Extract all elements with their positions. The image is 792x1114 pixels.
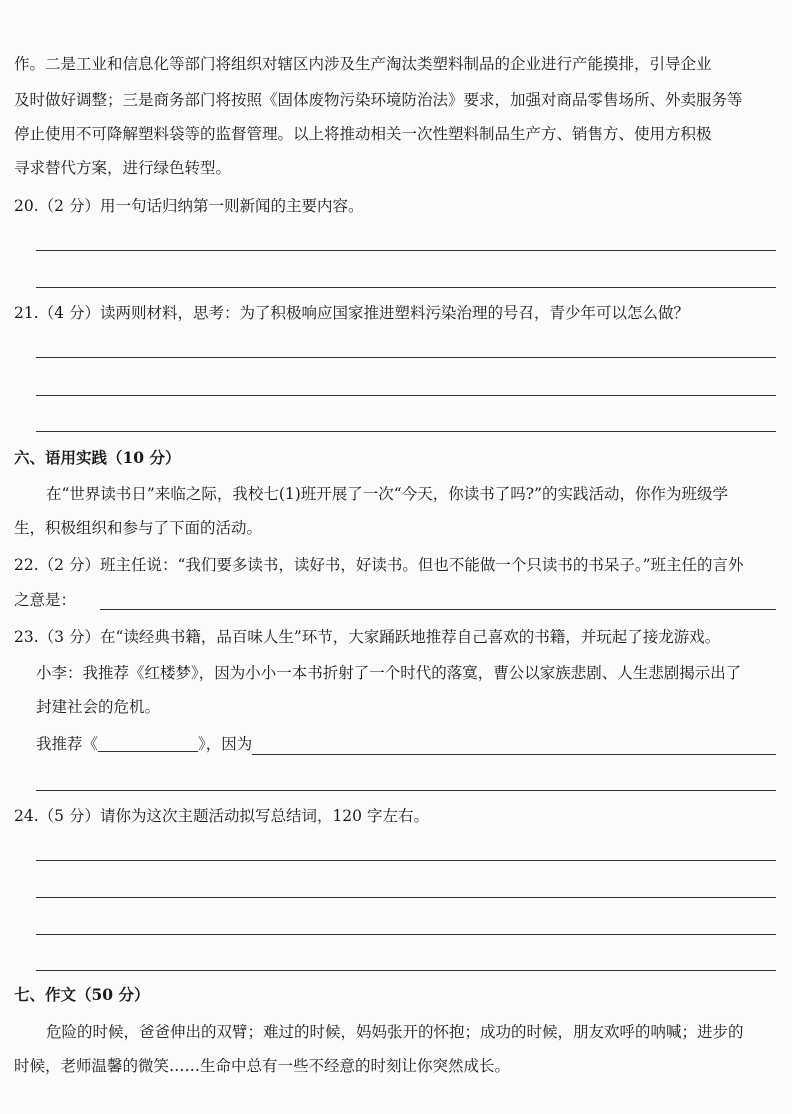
essay-prompt: 危险的时候，爸爸伸出的双臂；难过的时候，妈妈张开的怀抱；成功的时候，朋友欢呼的呐喊；进步的 (46, 1023, 744, 1041)
question-21: 21.（4 分）读两则材料，思考：为了积极响应国家推进塑料污染治理的号召，青少年可以怎么做？ (14, 304, 689, 322)
answer-line-23-1[interactable] (252, 754, 776, 755)
passage-line: 停止使用不可降解塑料袋等的监督管理。以上将推动相关一次性塑料制品生产方、销售方、使用方积极 (14, 125, 712, 143)
answer-line-22[interactable] (100, 609, 776, 610)
answer-line-24-2[interactable] (36, 897, 776, 898)
question-22-prompt: 之意是： (14, 591, 77, 609)
question-23-example: 小李：我推荐《红楼梦》，因为小小一本书折射了一个时代的落寞，曹公以家族悲剧、人生悲剧揭示出了 (36, 664, 742, 682)
question-23-example: 封建社会的危机。 (36, 698, 161, 716)
section-6-intro: 在“世界读书日”来临之际，我校七(1)班开展了一次“今天，你读书了吗?”的实践活动，你作为班级学 (46, 485, 728, 503)
answer-line-24-3[interactable] (36, 934, 776, 935)
passage-line: 寻求替代方案，进行绿色转型。 (14, 159, 232, 177)
section-6-title: 六、语用实践（10 分） (14, 448, 181, 467)
answer-line-21-1[interactable] (36, 357, 776, 358)
essay-prompt: 时候，老师温馨的微笑……生命中总有一些不经意的时刻让你突然成长。 (14, 1057, 511, 1075)
question-24: 24.（5 分）请你为这次主题活动拟写总结词，120 字左右。 (14, 807, 429, 825)
question-23: 23.（3 分）在“读经典书籍，品百味人生”环节，大家踊跃地推荐自己喜欢的书籍，并玩起了接龙游戏。 (14, 628, 721, 646)
section-6-intro: 生，积极组织和参与了下面的活动。 (14, 519, 263, 537)
answer-line-24-4[interactable] (36, 970, 776, 971)
passage-line: 作。二是工业和信息化等部门将组织对辖区内涉及生产淘汰类塑料制品的企业进行产能摸排，引导企业 (14, 55, 712, 73)
answer-line-20-2[interactable] (36, 287, 776, 288)
section-7-title: 七、作文（50 分） (14, 985, 150, 1004)
book-title-blank[interactable] (98, 735, 198, 752)
answer-line-21-2[interactable] (36, 395, 776, 396)
answer-line-21-3[interactable] (36, 431, 776, 432)
answer-line-23-2[interactable] (36, 790, 776, 791)
question-22: 22.（2 分）班主任说：“我们要多读书，读好书，好读书。但也不能做一个只读书的书呆子。”班主任的言外 (14, 556, 744, 574)
passage-line: 及时做好调整；三是商务部门将按照《固体废物污染环境防治法》要求，加强对商品零售场所、外卖服务等 (14, 91, 743, 109)
answer-line-24-1[interactable] (36, 860, 776, 861)
question-20: 20.（2 分）用一句话归纳第一则新闻的主要内容。 (14, 197, 364, 215)
question-23-prompt: 我推荐《 》，因为 (36, 735, 253, 753)
answer-line-20-1[interactable] (36, 250, 776, 251)
